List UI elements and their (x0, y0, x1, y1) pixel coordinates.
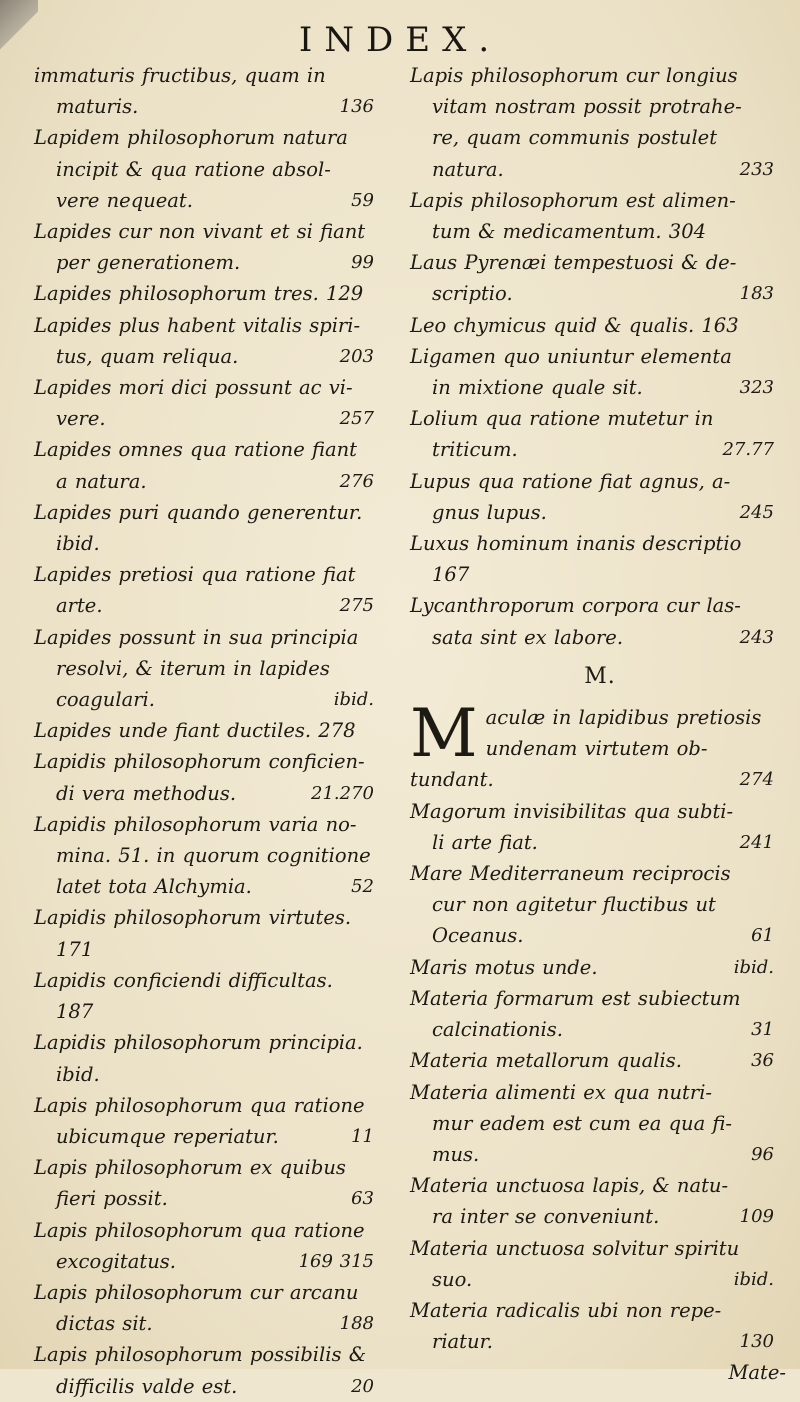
index-entry (34, 310, 390, 372)
entry-line: re, quam communis postulet (432, 126, 718, 150)
index-entry (410, 695, 790, 796)
entry-line: Lapidis philosophorum conficien- (34, 750, 365, 774)
index-entry (34, 715, 390, 746)
entry-line (34, 871, 390, 902)
entry-line (34, 778, 390, 809)
entry-text: tus, quam reliqua. (56, 344, 239, 368)
index-entry (34, 1152, 390, 1214)
entry-text: Materia metallorum qualis. (410, 1049, 682, 1073)
index-entry (410, 1233, 790, 1295)
entry-text: in mixtione quale sit. (432, 376, 643, 400)
entry-line (34, 684, 390, 715)
entry-text: coagulari. (56, 688, 155, 712)
entry-line: Lapis philosophorum ex quibus (34, 1156, 346, 1180)
entry-line (410, 952, 790, 983)
entry-line (410, 1201, 790, 1232)
entry-line: Lapides unde fiant ductiles. 278 (34, 719, 356, 743)
entry-line: Lupus qua ratione fiat agnus, a- (410, 469, 731, 493)
index-entry (410, 1170, 790, 1232)
page-number: 52 (351, 876, 374, 898)
page-title: INDEX. (298, 20, 502, 60)
entry-line: ibid. (56, 532, 100, 556)
index-entry (410, 310, 790, 341)
index-entry (34, 122, 390, 216)
entry-line (34, 1371, 390, 1402)
entry-line: 171 (56, 937, 94, 961)
entry-line: mina. 51. in quorum cognitione (56, 844, 371, 868)
page-number: 27.77 (722, 439, 774, 461)
index-entry (410, 1077, 790, 1171)
entry-text: gnus lupus. (432, 500, 547, 524)
entry-text: excogitatus. (56, 1249, 176, 1273)
entry-text: vere nequeat. (56, 188, 193, 212)
entry-line: Lapidis philosophorum virtutes. (34, 906, 352, 930)
entry-text: scriptio. (432, 282, 513, 306)
drop-cap: M (410, 695, 478, 773)
entry-line: Lapidis philosophorum varia no- (34, 812, 357, 836)
entry-text: tundant. (410, 768, 494, 792)
entry-line: Lapis philosophorum cur longius (410, 64, 738, 87)
page-number: 169 315 (298, 1250, 374, 1272)
index-entry (34, 372, 390, 434)
entry-line: Lycanthroporum corpora cur las- (410, 594, 741, 618)
entry-line (410, 764, 790, 795)
index-entry (34, 559, 390, 621)
entry-line (34, 91, 390, 122)
page-number: 96 (751, 1143, 774, 1165)
entry-text: per generationem. (56, 251, 241, 275)
entry-line: Lapides mori dici possunt ac vi- (34, 376, 353, 400)
page-number: 63 (351, 1188, 374, 1210)
entry-text: sata sint ex labore. (432, 625, 624, 649)
entry-line (34, 341, 390, 372)
index-entry (410, 1295, 790, 1357)
page-number: ibid. (333, 689, 374, 711)
entry-line: Materia unctuosa solvitur spiritu (410, 1236, 740, 1260)
entry-line: undenam virtutem ob- (485, 737, 708, 761)
entry-line: Lapides omnes qua ratione fiant (34, 438, 358, 462)
entry-line: mur eadem est cum ea qua fi- (432, 1111, 733, 1135)
entry-text: difficilis valde est. (56, 1374, 238, 1398)
entry-line (410, 154, 790, 185)
page-number: 61 (751, 925, 774, 947)
page-number: 183 (739, 283, 774, 305)
index-column-left (34, 60, 390, 1402)
entry-line: Lapis philosophorum qua ratione (34, 1218, 365, 1242)
page-number: 11 (351, 1125, 374, 1147)
entry-line: Ligamen quo uniuntur elementa (410, 344, 732, 368)
entry-line (34, 403, 390, 434)
entry-text: triticum. (432, 438, 518, 462)
entry-line: Luxus hominum inanis descriptio (410, 532, 742, 556)
entry-line: Lapides pretiosi qua ratione fiat (34, 563, 356, 587)
page-number: 203 (339, 345, 374, 367)
index-column-right (410, 60, 790, 1389)
entry-line: 167 (432, 563, 470, 587)
entry-text: di vera methodus. (56, 781, 237, 805)
entry-text: latet tota Alchymia. (56, 875, 252, 899)
entry-text: ubicumque reperiatur. (56, 1124, 279, 1148)
page-number: 188 (339, 1313, 374, 1335)
entry-line (410, 1264, 790, 1295)
entry-line (410, 1139, 790, 1170)
entry-text: natura. (432, 157, 504, 181)
entry-text: vere. (56, 407, 106, 431)
page-number: 241 (739, 831, 774, 853)
entry-line: Laus Pyrenæi tempestuosi & de- (410, 251, 737, 275)
entry-line (34, 1183, 390, 1214)
entry-text: calcinationis. (432, 1018, 563, 1042)
page-number: 276 (339, 470, 374, 492)
index-entry (34, 434, 390, 496)
page-number: 257 (339, 408, 374, 430)
entry-line: Leo chymicus quid & qualis. 163 (410, 313, 739, 337)
entry-line: 187 (56, 1000, 94, 1024)
entry-line: aculæ in lapidibus pretiosis (485, 706, 762, 730)
index-entry (34, 622, 390, 716)
index-entry (410, 858, 790, 952)
entry-text: suo. (432, 1267, 473, 1291)
page-number: 21.270 (311, 782, 374, 804)
entry-text: Maris motus unde. (410, 955, 598, 979)
entry-line: cur non agitetur fluctibus ut (432, 893, 716, 917)
index-entry (34, 965, 390, 1027)
index-entry (34, 216, 390, 278)
entry-line: Lapides puri quando generentur. (34, 500, 363, 524)
entry-line: ibid. (56, 1062, 100, 1086)
page-number: 245 (739, 501, 774, 523)
entry-line: Lolium qua ratione mutetur in (410, 407, 714, 431)
entry-line: Lapidis conficiendi difficultas. (34, 968, 333, 992)
index-entry (34, 1339, 390, 1401)
index-entry (34, 1090, 390, 1152)
entry-line: Materia formarum est subiectum (410, 986, 741, 1010)
entry-line (410, 1014, 790, 1045)
entry-line (34, 1246, 390, 1277)
entry-text: fieri possit. (56, 1187, 168, 1211)
entry-line (34, 1308, 390, 1339)
index-entry (34, 746, 390, 808)
index-entry (410, 60, 790, 185)
page-number: 323 (739, 377, 774, 399)
entry-line (34, 590, 390, 621)
entry-line: Lapides plus habent vitalis spiri- (34, 313, 361, 337)
entry-text: mus. (432, 1142, 480, 1166)
entry-line: Mare Mediterraneum reciprocis (410, 862, 731, 886)
entry-text: arte. (56, 594, 103, 618)
entry-line (410, 1326, 790, 1357)
page-number: 275 (339, 595, 374, 617)
page-number: 233 (739, 158, 774, 180)
entry-text: maturis. (56, 95, 139, 119)
page-number: 243 (739, 626, 774, 648)
entry-text: Oceanus. (432, 924, 524, 948)
catchword: Mate- (728, 1361, 786, 1385)
index-entry (34, 902, 390, 964)
index-entry (410, 952, 790, 983)
entry-line: Lapis philosophorum est alimen- (410, 188, 736, 212)
entry-line: resolvi, & iterum in lapides (56, 656, 330, 680)
entry-line (410, 920, 790, 951)
index-entry (410, 983, 790, 1045)
entry-line: Lapidis philosophorum principia. (34, 1031, 363, 1055)
entry-line (410, 827, 790, 858)
index-entry (410, 528, 790, 590)
index-entry (410, 403, 790, 465)
entry-line: Lapis philosophorum cur arcanu (34, 1280, 359, 1304)
entry-line (410, 497, 790, 528)
index-entry (410, 185, 790, 247)
entry-line: Materia radicalis ubi non repe- (410, 1298, 722, 1322)
entry-text: a natura. (56, 469, 147, 493)
entry-line: Materia alimenti ex qua nutri- (410, 1080, 713, 1104)
entry-line (410, 434, 790, 465)
entry-line (34, 247, 390, 278)
index-entry (410, 796, 790, 858)
page-number: 36 (751, 1050, 774, 1072)
index-entry (34, 809, 390, 903)
entry-line (34, 1121, 390, 1152)
entry-line: Materia unctuosa lapis, & natu- (410, 1174, 729, 1198)
page-number: ibid. (733, 1268, 774, 1290)
page-number: 31 (751, 1019, 774, 1041)
page-number: 109 (739, 1206, 774, 1228)
entry-line: vitam nostram possit protrahe- (432, 95, 742, 119)
entry-line: Lapides possunt in sua principia (34, 625, 359, 649)
entry-line: Lapidem philosophorum natura (34, 126, 348, 150)
page-number: ibid. (733, 956, 774, 978)
entry-line: immaturis fructibus, quam in (34, 64, 326, 87)
index-entry (34, 1215, 390, 1277)
entry-line: Lapis philosophorum possibilis & (34, 1343, 367, 1367)
page-number: 136 (339, 96, 374, 118)
entry-line (410, 278, 790, 309)
index-entry (34, 1277, 390, 1339)
page-number: 274 (739, 769, 774, 791)
index-entry (34, 60, 390, 122)
entry-line (34, 185, 390, 216)
entry-line: Magorum invisibilitas qua subti- (410, 799, 734, 823)
entry-line: tum & medicamentum. 304 (432, 220, 707, 244)
entry-line (410, 1045, 790, 1076)
index-entry (34, 278, 390, 309)
index-entry (410, 1045, 790, 1076)
index-entry (410, 247, 790, 309)
index-entry (410, 590, 790, 652)
index-entry (410, 466, 790, 528)
index-entry (34, 497, 390, 559)
entry-line: Lapides philosophorum tres. 129 (34, 282, 364, 306)
entry-text: ra inter se conveniunt. (432, 1205, 660, 1229)
entry-line: incipit & qua ratione absol- (56, 157, 331, 181)
index-entry (34, 1027, 390, 1089)
entry-line (410, 622, 790, 653)
page-number: 130 (739, 1331, 774, 1353)
entry-line (34, 466, 390, 497)
page-number: 99 (351, 252, 374, 274)
entry-text: dictas sit. (56, 1312, 153, 1336)
page-number: 59 (351, 189, 374, 211)
entry-text: riatur. (432, 1330, 493, 1354)
entry-line (410, 372, 790, 403)
index-entry (410, 341, 790, 403)
entry-text: li arte fiat. (432, 830, 538, 854)
page-number: 20 (351, 1375, 374, 1397)
entry-line: Lapis philosophorum qua ratione (34, 1093, 365, 1117)
entry-line: Lapides cur non vivant et si fiant (34, 220, 366, 244)
section-heading: M. (584, 663, 616, 689)
